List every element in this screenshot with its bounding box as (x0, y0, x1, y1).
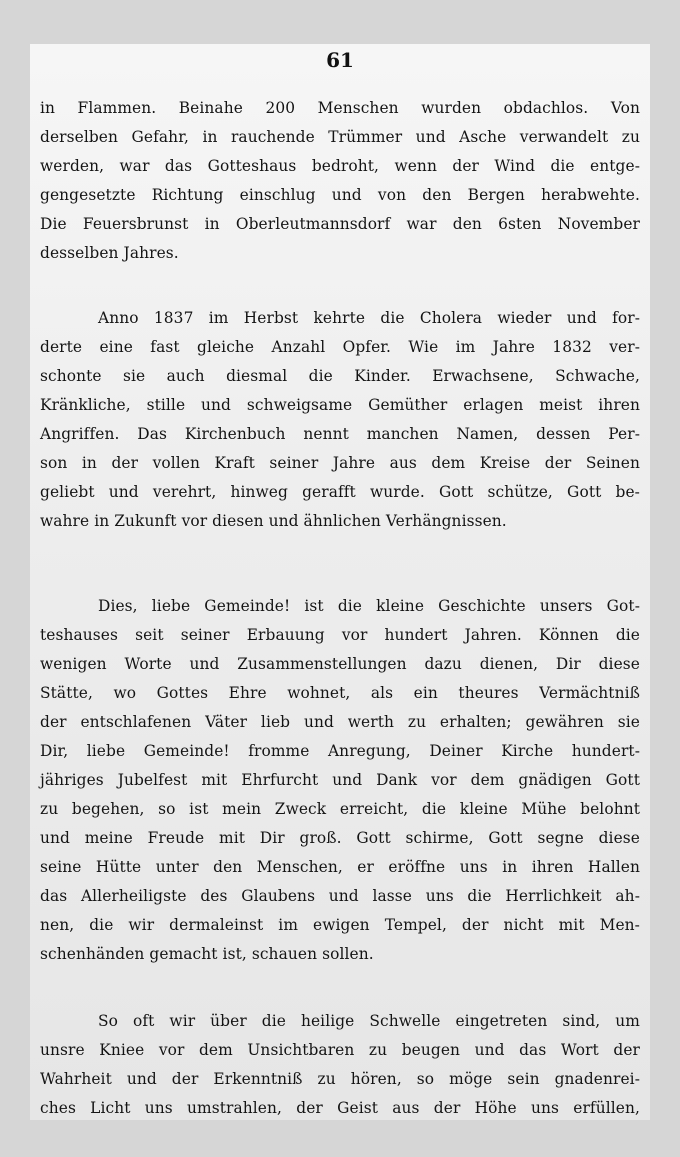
text-line: der entschlafenen Väter lieb und werth zu erhalten; gewähren sie (40, 713, 640, 731)
page-number: 61 (326, 48, 354, 72)
paragraph-fire (40, 94, 640, 268)
text-line: Dies, liebe Gemeinde! ist die kleine Geschichte unsers Got- (98, 597, 640, 615)
text-line: schenhänden gemacht ist, schauen sollen. (40, 945, 374, 963)
text-line: und meine Freude mit Dir groß. Gott schirme, Gott segne diese (40, 829, 640, 847)
text-line: desselben Jahres. (40, 244, 179, 262)
text-line: werden, war das Gotteshaus bedroht, wenn der Wind die entge- (40, 157, 640, 175)
text-line: ches Licht uns umstrahlen, der Geist aus der Höhe uns erfüllen, (40, 1099, 640, 1117)
text-line: So oft wir über die heilige Schwelle eingetreten sind, um (98, 1012, 640, 1030)
text-line: derte eine fast gleiche Anzahl Opfer. Wie im Jahre 1832 ver- (40, 338, 640, 356)
text-line: wenigen Worte und Zusammenstellungen dazu dienen, Dir diese (40, 655, 640, 673)
text-line: Stätte, wo Gottes Ehre wohnet, als ein theures Vermächtniß (40, 684, 640, 702)
text-line: in Flammen. Beinahe 200 Menschen wurden obdachlos. Von (40, 99, 640, 117)
text-line: Wahrheit und der Erkenntniß zu hören, so möge sein gnadenrei- (40, 1070, 640, 1088)
text-line: zu begehen, so ist mein Zweck erreicht, die kleine Mühe belohnt (40, 800, 640, 818)
text-line: schonte sie auch diesmal die Kinder. Erwachsene, Schwache, (40, 367, 640, 385)
text-line: Die Feuersbrunst in Oberleutmannsdorf war den 6sten November (40, 215, 640, 233)
paragraph-dedication (40, 592, 640, 969)
text-line: wahre in Zukunft vor diesen und ähnlichen Verhängnissen. (40, 512, 507, 530)
text-line: seine Hütte unter den Menschen, er eröffne uns in ihren Hallen (40, 858, 640, 876)
text-line: son in der vollen Kraft seiner Jahre aus dem Kreise der Seinen (40, 454, 640, 472)
text-line: derselben Gefahr, in rauchende Trümmer und Asche verwandelt zu (40, 128, 640, 146)
book-page (30, 44, 650, 1120)
text-line: gengesetzte Richtung einschlug und von den Bergen herabwehte. (40, 186, 640, 204)
text-line: nen, die wir dermaleinst im ewigen Tempel, der nicht mit Men- (40, 916, 640, 934)
paragraph-threshold (40, 1007, 640, 1120)
text-line: Angriffen. Das Kirchenbuch nennt manchen Namen, dessen Per- (40, 425, 640, 443)
text-line: teshauses seit seiner Erbauung vor hundert Jahren. Können die (40, 626, 640, 644)
text-line: geliebt und verehrt, hinweg gerafft wurde. Gott schütze, Gott be- (40, 483, 640, 501)
paragraph-cholera (40, 304, 640, 536)
text-line: das Allerheiligste des Glaubens und lasse uns die Herrlichkeit ah- (40, 887, 640, 905)
text-line: Dir, liebe Gemeinde! fromme Anregung, Deiner Kirche hundert- (40, 742, 640, 760)
text-line: Anno 1837 im Herbst kehrte die Cholera wieder und for- (98, 309, 640, 327)
text-line: jähriges Jubelfest mit Ehrfurcht und Dank vor dem gnädigen Gott (40, 771, 640, 789)
text-line: Kränkliche, stille und schweigsame Gemüther erlagen meist ihren (40, 396, 640, 414)
text-line: unsre Kniee vor dem Unsichtbaren zu beugen und das Wort der (40, 1041, 640, 1059)
